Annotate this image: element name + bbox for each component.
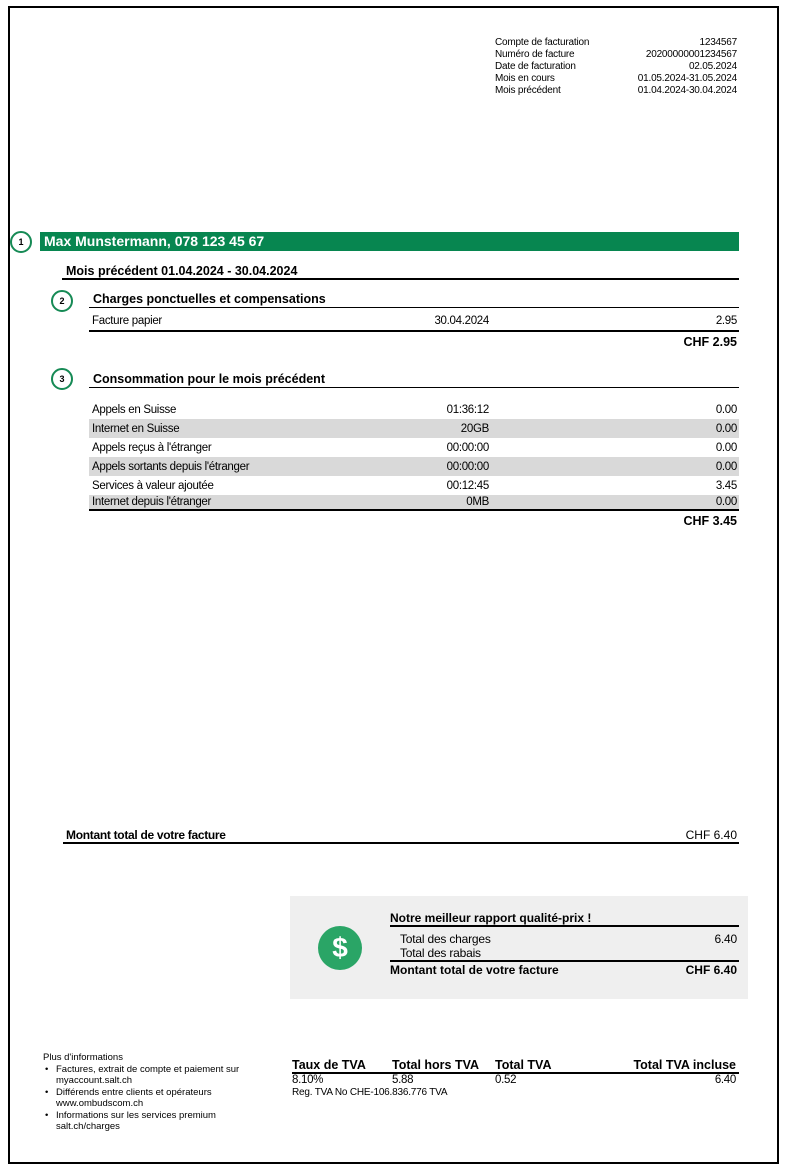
section-marker-1: 1	[10, 231, 32, 253]
promo-total-row	[390, 963, 739, 977]
table-row	[89, 419, 739, 438]
footer-info	[43, 1052, 283, 1133]
header-value: 01.05.2024-31.05.2024	[637, 73, 737, 84]
period-title: Mois précédent 01.04.2024 - 30.04.2024	[62, 264, 739, 280]
table-row	[89, 476, 739, 495]
footer-item-link[interactable]: www.ombudscom.ch	[56, 1098, 144, 1109]
vat-header: Taux de TVA	[292, 1058, 366, 1072]
header-label: Compte de facturation	[495, 37, 590, 48]
row-amount: 0.00	[715, 403, 737, 416]
row-amount: 0.00	[715, 496, 737, 508]
row-detail: 0MB	[466, 496, 489, 508]
vat-header-row	[292, 1058, 739, 1074]
vat-header: Total hors TVA	[392, 1058, 480, 1072]
promo-discounts-row	[390, 946, 739, 962]
vat-header: Total TVA	[495, 1058, 552, 1072]
promo-total-label: Montant total de votre facture	[390, 963, 559, 977]
header-row-account	[495, 37, 737, 49]
customer-name-bar: Max Munstermann, 078 123 45 67	[40, 232, 739, 251]
row-label: Internet en Suisse	[92, 422, 180, 435]
header-row-current-month	[495, 73, 737, 85]
row-label: Appels en Suisse	[92, 403, 177, 416]
vat-value: 0.52	[495, 1074, 517, 1086]
row-amount: 0.00	[715, 441, 737, 454]
row-amount: 2.95	[715, 314, 737, 327]
table-row	[89, 495, 739, 509]
row-detail: 00:12:45	[446, 479, 489, 492]
section-marker-2: 2	[51, 290, 73, 312]
invoice-header-info	[495, 37, 737, 97]
footer-info-item	[43, 1087, 283, 1110]
header-value: 01.04.2024-30.04.2024	[637, 85, 737, 96]
footer-item-text: • Différends entre clients et opérateurs	[56, 1086, 212, 1098]
footer-item-text: • Informations sur les services premium	[56, 1109, 216, 1121]
vat-value: 6.40	[714, 1074, 736, 1086]
row-label: Facture papier	[92, 314, 162, 327]
vat-value-row	[292, 1074, 739, 1086]
promo-total-value: CHF 6.40	[685, 963, 737, 977]
vat-value: 8.10%	[292, 1074, 324, 1086]
consumption-table	[89, 400, 739, 511]
one-time-charges-title: Charges ponctuelles et compensations	[89, 292, 739, 308]
invoice-total-row	[63, 828, 739, 844]
promo-title: Notre meilleur rapport qualité-prix !	[390, 911, 739, 927]
promo-content	[390, 911, 739, 977]
header-value: 20200000001234567	[645, 49, 737, 60]
row-amount: 3.45	[715, 479, 737, 492]
row-detail: 20GB	[460, 422, 489, 435]
invoice-total-label: Montant total de votre facture	[66, 828, 226, 842]
row-detail: 00:00:00	[446, 460, 489, 473]
footer-info-title: Plus d'informations	[43, 1052, 123, 1063]
vat-table	[292, 1058, 739, 1098]
footer-info-list	[43, 1064, 283, 1133]
promo-charges-row	[390, 932, 739, 946]
table-row	[89, 438, 739, 457]
section-marker-3: 3	[51, 368, 73, 390]
footer-info-item	[43, 1064, 283, 1087]
one-time-charges-total: CHF 2.95	[683, 335, 737, 349]
header-row-invoice-date	[495, 61, 737, 73]
header-label: Numéro de facture	[495, 49, 575, 60]
one-time-charges-table	[89, 311, 739, 332]
header-label: Mois précédent	[495, 85, 561, 96]
row-label: Appels sortants depuis l'étranger	[92, 460, 250, 473]
row-label: Appels reçus à l'étranger	[92, 441, 212, 454]
row-label: Services à valeur ajoutée	[92, 479, 214, 492]
footer-info-item	[43, 1110, 283, 1133]
table-row	[89, 400, 739, 419]
vat-registration-number: Reg. TVA No CHE-106.836.776 TVA	[292, 1087, 448, 1098]
footer-item-link[interactable]: salt.ch/charges	[56, 1121, 120, 1132]
consumption-total: CHF 3.45	[683, 514, 737, 528]
header-value: 1234567	[699, 37, 737, 48]
consumption-title: Consommation pour le mois précédent	[89, 372, 739, 388]
table-row	[89, 311, 739, 330]
table-row	[89, 457, 739, 476]
footer-item-link[interactable]: myaccount.salt.ch	[56, 1075, 133, 1086]
row-amount: 0.00	[715, 460, 737, 473]
row-detail: 01:36:12	[446, 403, 489, 416]
header-row-invoice-number	[495, 49, 737, 61]
vat-header: Total TVA incluse	[633, 1058, 736, 1072]
charges-label: Total des charges	[400, 932, 491, 946]
header-label: Mois en cours	[495, 73, 555, 84]
dollar-icon: $	[318, 926, 362, 970]
footer-item-text: • Factures, extrait de compte et paiement sur	[56, 1063, 240, 1075]
row-label: Internet depuis l'étranger	[92, 496, 212, 508]
invoice-total-value: CHF 6.40	[685, 828, 737, 842]
row-detail: 30.04.2024	[434, 314, 489, 327]
charges-value: 6.40	[714, 932, 737, 946]
row-detail: 00:00:00	[446, 441, 489, 454]
header-label: Date de facturation	[495, 61, 576, 72]
discounts-label: Total des rabais	[400, 946, 481, 960]
row-amount: 0.00	[715, 422, 737, 435]
header-row-previous-month	[495, 85, 737, 97]
header-value: 02.05.2024	[688, 61, 737, 72]
vat-value: 5.88	[392, 1074, 414, 1086]
